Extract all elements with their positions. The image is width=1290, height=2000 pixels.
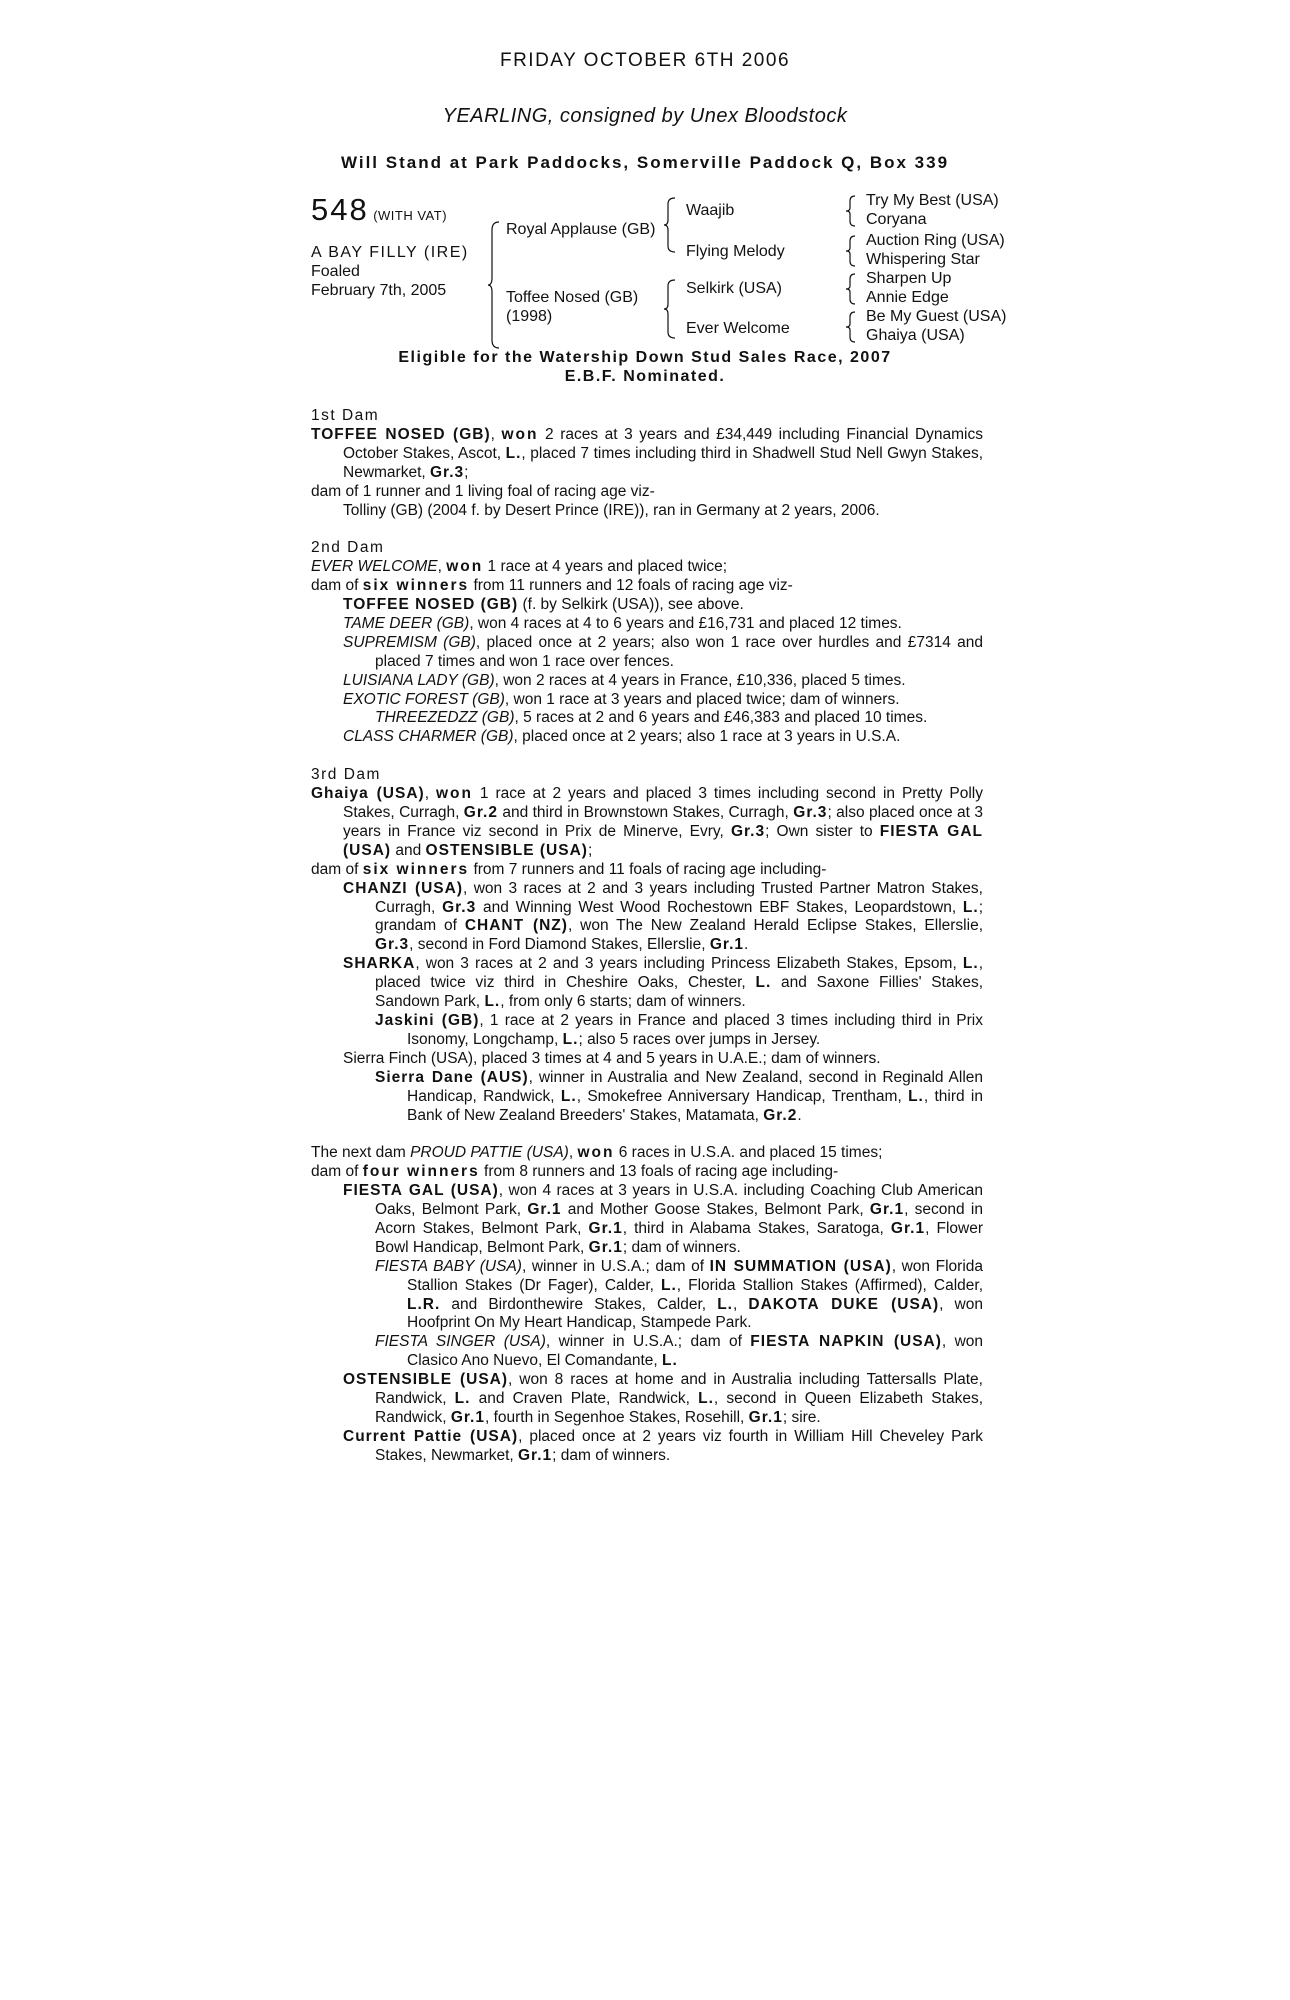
next-dam-entry: The next dam PROUD PATTIE (USA), won 6 races in U.S.A. and placed 15 times; xyxy=(311,1144,883,1162)
ggp-brace-3 xyxy=(845,272,857,306)
second-dam-produce-6: CLASS CHARMER (GB), placed once at 2 years; also 1 race at 3 years in U.S.A. xyxy=(343,728,901,746)
next-dam-produce-1: FIESTA GAL (USA), won 4 races at 3 years in U.S.A. including Coaching Club American Oaks, Belmont Park, Gr.1 and Mother Goose Stakes, Belmont Park, Gr.1, second in Acorn Stakes, Belmont Park, Gr.1, third in Alabama Stakes, Saratoga, Gr.1, Flower Bowl Handicap, Belmont Park, Gr.1; dam of winners. xyxy=(343,1182,983,1256)
next-dam-produce-intro: dam of four winners from 8 runners and 13 foals of racing age including- xyxy=(311,1163,839,1181)
second-dam-produce-intro: dam of six winners from 11 runners and 12 foals of racing age viz- xyxy=(311,577,793,595)
consignment-line: YEARLING, consigned by Unex Bloodstock xyxy=(442,105,848,127)
second-dam-produce-5: EXOTIC FOREST (GB), won 1 race at 3 years and placed twice; dam of winners. xyxy=(343,690,900,708)
great-grandsire-3: Sharpen Up xyxy=(866,270,952,287)
lot-description: A BAY FILLY (IRE) xyxy=(311,244,469,261)
great-grandsire-1: Try My Best (USA) xyxy=(866,192,999,209)
stand-location: Will Stand at Park Paddocks, Somerville Paddock Q, Box 339 xyxy=(340,153,950,172)
second-dam-produce-1: TOFFEE NOSED (GB) (f. by Selkirk (USA)), see above. xyxy=(343,596,744,614)
vat-note: (WITH VAT) xyxy=(373,208,448,223)
lot-number: 548 xyxy=(311,192,369,227)
great-granddam-2: Whispering Star xyxy=(866,251,980,268)
next-dam-grandproduce-2: FIESTA SINGER (USA), winner in U.S.A.; dam of FIESTA NAPKIN (USA), won Clasico Ano Nuevo, El Comandante, L. xyxy=(375,1333,983,1370)
foaled-date: February 7th, 2005 xyxy=(311,282,447,299)
sire: Royal Applause (GB) xyxy=(506,221,656,238)
dam-brace xyxy=(663,278,677,340)
foaled-label: Foaled xyxy=(311,263,360,280)
third-dam-entry: Ghaiya (USA), won 1 race at 2 years and placed 3 times including second in Pretty Polly Stakes, Curragh, Gr.2 and third in Brownstown Stakes, Curragh, Gr.3; also placed once at 3 years in France viz second in Prix de Minerve, Evry, Gr.3; Own sister to FIESTA GAL (USA) and OSTENSIBLE (USA); xyxy=(311,785,984,859)
third-dam-grandproduce-1: Jaskini (GB), 1 race at 2 years in France and placed 3 times including third in Prix Isonomy, Longchamp, L.; also 5 races over jumps in Jersey. xyxy=(375,1011,983,1048)
first-dam-entry: TOFFEE NOSED (GB), won 2 races at 3 years and £34,449 including Financial Dynamics October Stakes, Ascot, L., placed 7 times including third in Shadwell Stud Nell Gwyn Stakes, Newmarket, Gr.3; xyxy=(311,425,984,481)
dam-dam: Ever Welcome xyxy=(686,320,790,337)
great-granddam-3: Annie Edge xyxy=(866,289,949,306)
great-granddam-4: Ghaiya (USA) xyxy=(866,327,965,344)
ebf-line: E.B.F. Nominated. xyxy=(564,368,726,385)
next-dam-produce-3: Current Pattie (USA), placed once at 2 years viz fourth in William Hill Cheveley Park Stakes, Newmarket, Gr.1; dam of winners. xyxy=(343,1427,983,1464)
dam-sire: Selkirk (USA) xyxy=(686,280,783,297)
second-dam-produce-2: TAME DEER (GB), won 4 races at 4 to 6 years and £16,731 and placed 12 times. xyxy=(343,614,902,632)
ggp-brace-4 xyxy=(845,310,857,344)
third-dam-grandproduce-2: Sierra Dane (AUS), winner in Australia and New Zealand, second in Reginald Allen Handicap, Randwick, L., Smokefree Anniversary Handicap, Trentham, L., third in Bank of New Zealand Breeders' Stakes, Matamata, Gr.2. xyxy=(375,1068,983,1124)
pedigree-table xyxy=(311,190,1031,350)
third-dam-produce-3: Sierra Finch (USA), placed 3 times at 4 and 5 years in U.A.E.; dam of winners. xyxy=(343,1049,881,1067)
third-dam-produce-2: SHARKA, won 3 races at 2 and 3 years including Princess Elizabeth Stakes, Epsom, L., placed twice viz third in Cheshire Oaks, Chester, L. and Saxone Fillies' Stakes, Sandown Park, L., from only 6 starts; dam of winners. xyxy=(343,955,984,1011)
third-dam-produce-1: CHANZI (USA), won 3 races at 2 and 3 years including Trusted Partner Matron Stakes, Curragh, Gr.3 and Winning West Wood Rochestown EBF Stakes, Leopardstown, L.; grandam of CHANT (NZ), won The New Zealand Herald Eclipse Stakes, Ellerslie, Gr.3, second in Ford Diamond Stakes, Ellerslie, Gr.1. xyxy=(343,879,983,954)
sire-sire: Waajib xyxy=(686,202,735,219)
first-dam-produce-intro: dam of 1 runner and 1 living foal of racing age viz- xyxy=(311,482,655,500)
catalogue-body xyxy=(311,407,983,1466)
lot-number-line xyxy=(311,192,447,228)
dam: Toffee Nosed (GB) xyxy=(506,289,639,306)
ggp-brace-1 xyxy=(845,194,857,228)
great-grandsire-4: Be My Guest (USA) xyxy=(866,308,1007,325)
sale-date: FRIDAY OCTOBER 6TH 2006 xyxy=(499,50,791,71)
second-dam-grandproduce-1: THREEZEDZZ (GB), 5 races at 2 and 6 years and £46,383 and placed 10 times. xyxy=(375,709,928,727)
pedigree-brace xyxy=(487,220,501,350)
second-dam-entry: EVER WELCOME, won 1 race at 4 years and placed twice; xyxy=(311,558,728,576)
second-dam-produce-4: LUISIANA LADY (GB), won 2 races at 4 years in France, £10,336, placed 5 times. xyxy=(343,671,906,689)
ggp-brace-2 xyxy=(845,234,857,268)
sire-dam: Flying Melody xyxy=(686,243,785,260)
first-dam-heading: 1st Dam xyxy=(311,407,380,424)
dam-year: (1998) xyxy=(506,308,553,325)
great-grandsire-2: Auction Ring (USA) xyxy=(866,232,1005,249)
great-granddam-1: Coryana xyxy=(866,211,927,228)
second-dam-heading: 2nd Dam xyxy=(311,539,385,557)
next-dam-grandproduce-1: FIESTA BABY (USA), winner in U.S.A.; dam of IN SUMMATION (USA), won Florida Stallion Stakes (Dr Fager), Calder, L., Florida Stallion Stakes (Affirmed), Calder, L.R. and Birdonthewire Stakes, Calder, L., DAKOTA DUKE (USA), won Hoofprint On My Heart Handicap, Stampede Park. xyxy=(375,1257,984,1332)
first-dam-produce: Tolliny (GB) (2004 f. by Desert Prince (IRE)), ran in Germany at 2 years, 2006. xyxy=(343,501,880,519)
third-dam-produce-intro: dam of six winners from 7 runners and 11 foals of racing age including- xyxy=(311,860,827,878)
second-dam-produce-3: SUPREMISM (GB), placed once at 2 years; also won 1 race over hurdles and £7314 and placed 7 times and won 1 race over fences. xyxy=(343,633,983,670)
next-dam-produce-2: OSTENSIBLE (USA), won 8 races at home and in Australia including Tattersalls Plate, Randwick, L. and Craven Plate, Randwick, L., second in Queen Elizabeth Stakes, Randwick, Gr.1, fourth in Segenhoe Stakes, Rosehill, Gr.1; sire. xyxy=(343,1371,983,1426)
third-dam-heading: 3rd Dam xyxy=(311,766,381,784)
sire-brace xyxy=(663,196,677,254)
eligibility-line: Eligible for the Watership Down Stud Sales Race, 2007 xyxy=(398,349,892,366)
